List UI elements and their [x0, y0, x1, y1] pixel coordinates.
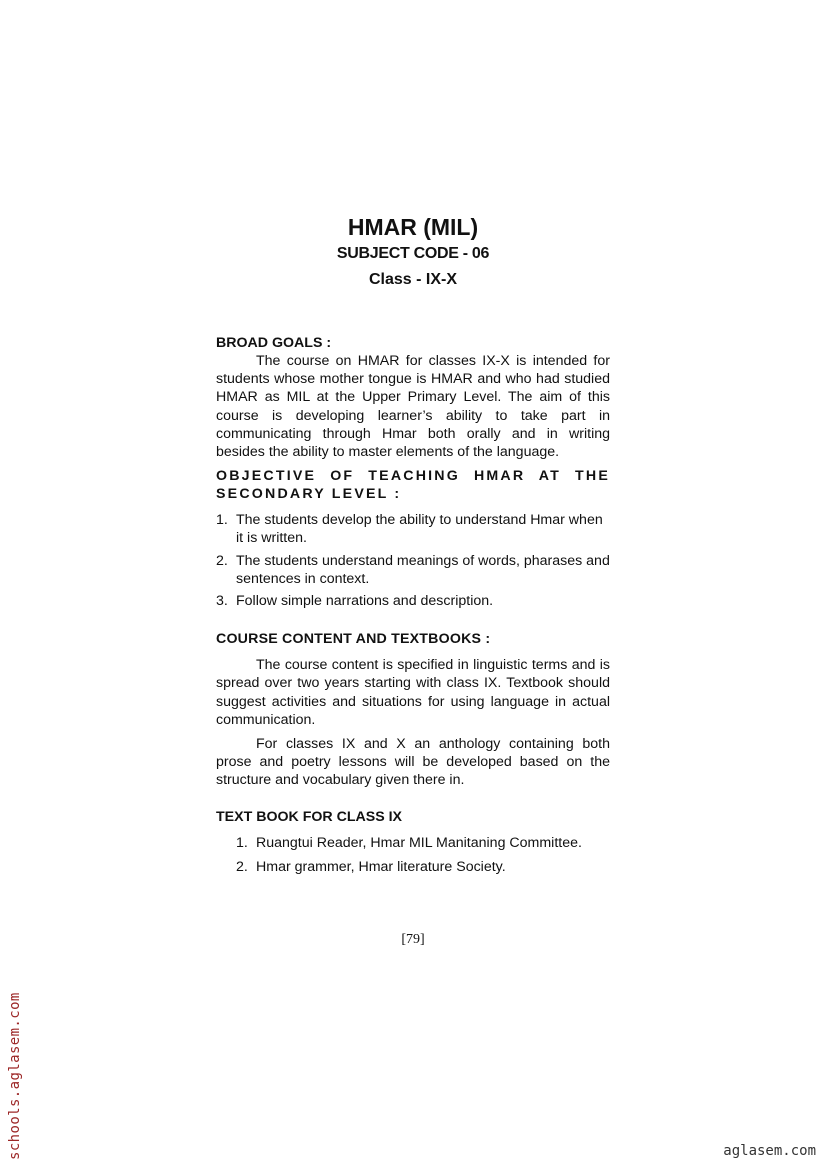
- list-text: The students understand meanings of words, pharases and sentences in context.: [236, 552, 610, 587]
- textbook-list: [216, 834, 610, 876]
- textbook-heading: TEXT BOOK FOR CLASS IX: [216, 808, 403, 825]
- watermark-left: schools.aglasem.com: [7, 992, 23, 1160]
- class-label: Class - IX-X: [368, 271, 458, 288]
- list-item: [216, 834, 610, 852]
- course-content-paragraph: The course content is specified in linguistic terms and is spread over two years starting with class IX. Textbook should suggest activities and situations for using language in actual communication.: [216, 657, 610, 728]
- list-number: 2.: [216, 552, 228, 569]
- watermark-right: aglasem.com: [723, 1143, 816, 1159]
- subject-code: SUBJECT CODE - 06: [336, 245, 490, 262]
- list-number: 3.: [216, 593, 228, 610]
- list-text: The students develop the ability to understand Hmar when it is written.: [236, 512, 603, 547]
- list-text: Hmar grammer, Hmar literature Society.: [256, 858, 506, 875]
- course-content-paragraph: For classes IX and X an anthology containing both prose and poetry lessons will be developed based on the structure and vocabulary given there in.: [216, 736, 610, 789]
- list-item: [216, 511, 610, 547]
- list-number: 2.: [236, 858, 248, 875]
- list-number: 1.: [216, 512, 228, 529]
- document-body: [216, 330, 610, 882]
- objective-heading: OBJECTIVE OF TEACHING HMAR AT THE SECONDARY LEVEL :: [216, 468, 610, 503]
- list-number: 1.: [236, 834, 248, 851]
- list-text: Ruangtui Reader, Hmar MIL Manitaning Committee.: [256, 834, 582, 851]
- list-item: [216, 592, 610, 610]
- document-title: HMAR (MIL): [347, 214, 479, 240]
- list-item: [216, 552, 610, 588]
- broad-goals-heading: BROAD GOALS :: [216, 335, 332, 351]
- list-item: [216, 858, 610, 876]
- list-text: Follow simple narrations and description.: [236, 593, 494, 610]
- broad-goals-text: The course on HMAR for classes IX-X is intended for students whose mother tongue is HMAR and who had studied HMAR as MIL at the Upper Primary Level. The aim of this course is developing learner’s ability to take part in communicating through Hmar both orally and in writing besides the ability to master elements of the language.: [216, 353, 610, 461]
- course-content-heading: COURSE CONTENT AND TEXTBOOKS :: [216, 631, 491, 648]
- objective-list: [216, 511, 610, 610]
- page-number: [79]: [401, 932, 425, 947]
